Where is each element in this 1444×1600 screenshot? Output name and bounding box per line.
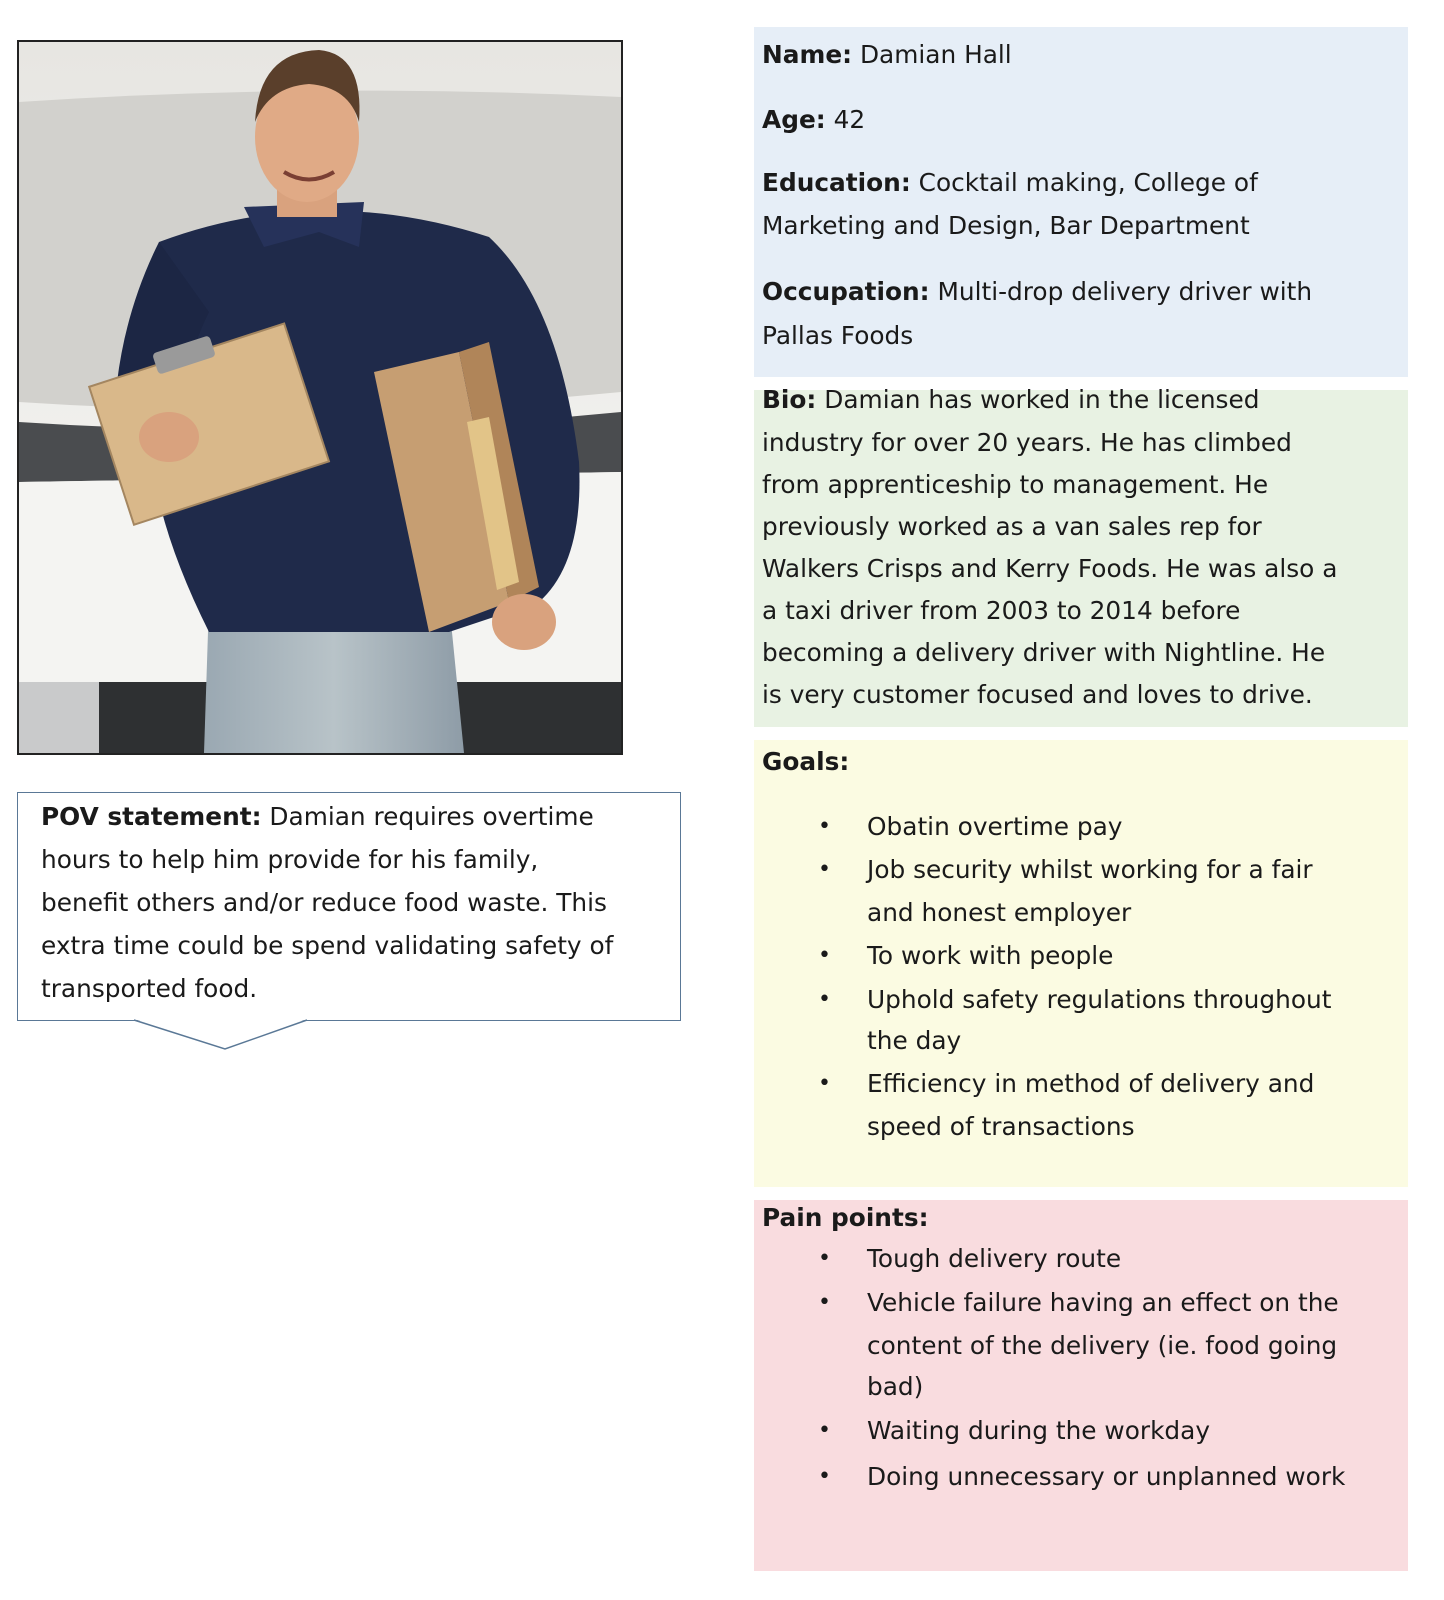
bio-line-6: a taxi driver from 2003 to 2014 before	[762, 596, 1241, 625]
bio-line-1: Bio: Damian has worked in the licensed	[762, 385, 1260, 414]
goal-item-5: Efficiency in method of delivery and	[867, 1069, 1315, 1098]
pov-line-2: hours to help him provide for his family,	[41, 845, 539, 874]
bio-line-4: previously worked as a van sales rep for	[762, 512, 1262, 541]
goals-heading: Goals:	[762, 747, 850, 776]
pov-line-1: POV statement: Damian requires overtime	[41, 802, 594, 831]
goal-item-4: Uphold safety regulations throughout	[867, 985, 1332, 1014]
pov-line-5: transported food.	[41, 974, 258, 1003]
goal-item-1: Obatin overtime pay	[867, 812, 1123, 841]
bio-line-8: is very customer focused and loves to drive.	[762, 680, 1313, 709]
pain-item-4: Doing unnecessary or unplanned work	[867, 1462, 1346, 1491]
pain-item-2-cont: content of the delivery (ie. food going	[867, 1331, 1338, 1360]
goal-item-2-cont: and honest employer	[867, 898, 1132, 927]
pain-item-3: Waiting during the workday	[867, 1416, 1211, 1445]
persona-photo	[17, 40, 623, 755]
pov-line-4: extra time could be spend validating safety of	[41, 931, 614, 960]
pain-item-1: Tough delivery route	[867, 1244, 1122, 1273]
bio-line-2: industry for over 20 years. He has climbed	[762, 428, 1292, 457]
goal-item-3: To work with people	[867, 941, 1114, 970]
goals-panel	[754, 740, 1408, 1187]
pov-statement-callout	[17, 792, 681, 1021]
bio-label: Bio:	[762, 385, 817, 414]
bullet-icon: •	[818, 857, 831, 882]
pain-points-panel	[754, 1200, 1408, 1571]
bullet-icon: •	[818, 1071, 831, 1096]
goal-item-5-cont: speed of transactions	[867, 1112, 1135, 1141]
bullet-icon: •	[818, 943, 831, 968]
name-row: Name: Damian Hall	[762, 40, 1012, 69]
pain-item-2: Vehicle failure having an effect on the	[867, 1288, 1339, 1317]
goal-item-4-cont: the day	[867, 1026, 962, 1055]
callout-tail	[17, 1018, 681, 1052]
pov-line-3: benefit others and/or reduce food waste. This	[41, 888, 607, 917]
bullet-icon: •	[818, 987, 831, 1012]
bio-line-3: from apprenticeship to management. He	[762, 470, 1269, 499]
bullet-icon: •	[818, 814, 831, 839]
occupation-row-2: Pallas Foods	[762, 321, 914, 350]
pain-points-heading: Pain points:	[762, 1203, 929, 1232]
bullet-icon: •	[818, 1418, 831, 1443]
bio-line-7: becoming a delivery driver with Nightline. He	[762, 638, 1326, 667]
occupation-row: Occupation: Multi-drop delivery driver with	[762, 277, 1313, 306]
bullet-icon: •	[818, 1246, 831, 1271]
age-row: Age: 42	[762, 105, 866, 134]
profile-panel	[754, 27, 1408, 377]
pain-item-2-cont2: bad)	[867, 1372, 924, 1401]
bullet-icon: •	[818, 1290, 831, 1315]
persona-illustration	[19, 42, 621, 753]
pov-label: POV statement:	[41, 802, 262, 831]
name-value: Damian Hall	[859, 40, 1012, 69]
education-row: Education: Cocktail making, College of	[762, 168, 1258, 197]
bio-line-5: Walkers Crisps and Kerry Foods. He was also a	[762, 554, 1338, 583]
bio-panel	[754, 385, 1408, 727]
goal-item-2: Job security whilst working for a fair	[867, 855, 1313, 884]
bullet-icon: •	[818, 1464, 831, 1489]
age-value: 42	[833, 105, 866, 134]
education-row-2: Marketing and Design, Bar Department	[762, 211, 1250, 240]
